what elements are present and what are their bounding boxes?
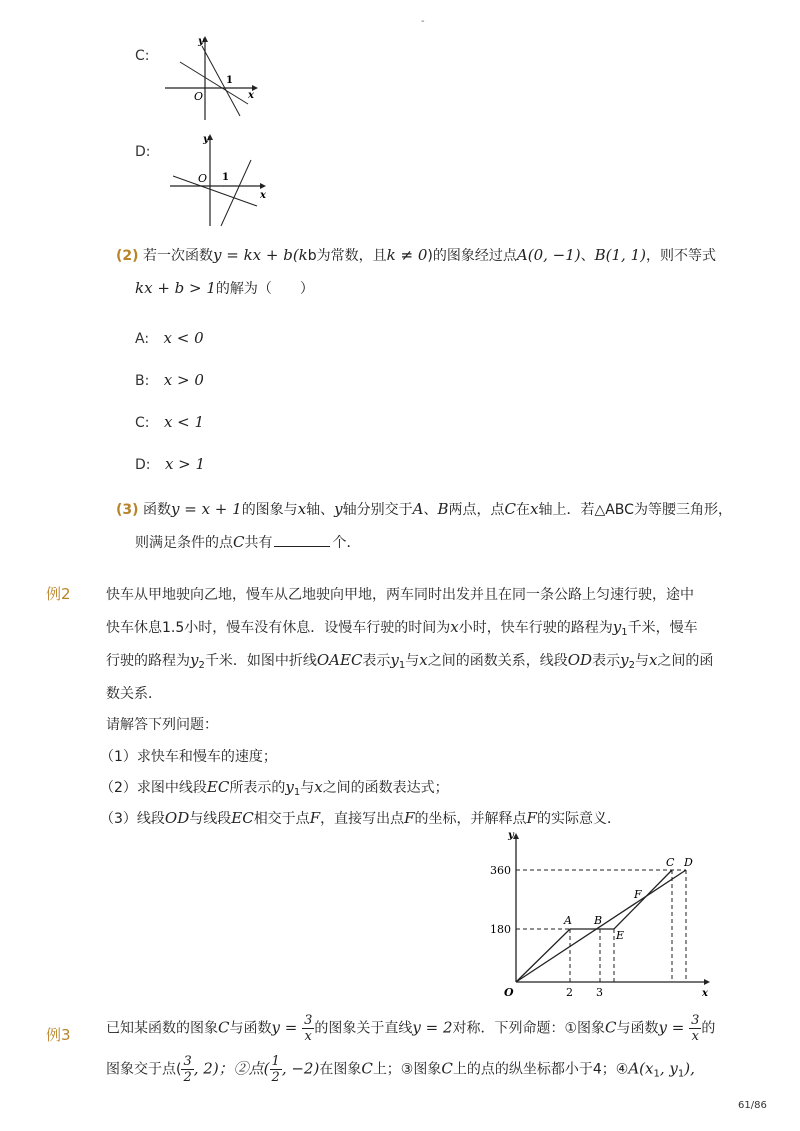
- ex2-s3-e: 的坐标，并解释点: [414, 811, 527, 827]
- q3-point-b: B: [437, 500, 449, 518]
- ex2-s3-d: ，直接写出点: [320, 811, 405, 827]
- ex2-p3-sub1: 1: [398, 660, 406, 671]
- ex3-l2-h: ),: [684, 1059, 695, 1078]
- q2-text-c: )的图象经过点: [427, 248, 517, 264]
- ex2-subq-2: [100, 777, 449, 798]
- ex2-s2-c: 与: [300, 780, 315, 796]
- ex2-line-3: [106, 650, 713, 671]
- ex3-l1-text-c: 的图象关于直线: [314, 1020, 413, 1037]
- ex3-l2-f: 上的点的纵坐标都小于4；④: [452, 1061, 629, 1078]
- ex3-frac-2-num: 3: [691, 1013, 700, 1028]
- ex2-s2-b: 所表示的: [229, 780, 286, 796]
- page-number: 61/86: [738, 1100, 767, 1111]
- ex2-s3-g: 的实际意义．: [536, 811, 621, 827]
- ex3-l1-text-e: 与函数: [616, 1020, 659, 1037]
- ex3-l1-b: 与函数: [229, 1020, 272, 1037]
- ex2-p3-x2: x: [648, 651, 658, 669]
- q2-choice-d[interactable]: [135, 455, 205, 473]
- q2-point-a: A(0, −1): [516, 246, 581, 264]
- ex3-frac-1-den: x: [304, 1029, 312, 1044]
- option-d-one-label: 1: [222, 172, 229, 183]
- ex3-l1-y2: y =: [658, 1018, 690, 1037]
- ex3-l1-y: y =: [271, 1018, 303, 1037]
- ex2-p3-sub: 2: [198, 660, 205, 671]
- example-3-label: 例3: [46, 1026, 71, 1044]
- ex2-distance-time-graph: [488, 826, 718, 1002]
- q2-point-b: B(1, 1): [594, 246, 646, 264]
- ex2-p3-h: 之间的函: [657, 653, 714, 669]
- q2-choice-d-label: D:: [135, 457, 151, 473]
- graph-point-e: E: [616, 929, 625, 942]
- q3-x2: x: [530, 500, 539, 518]
- q3-text-f: 两点，点: [448, 502, 505, 518]
- q3-text-d: 轴分别交于: [342, 502, 413, 518]
- q3-text-g: 在: [516, 502, 530, 518]
- graph-point-d: D: [684, 856, 693, 869]
- ex2-prompt-text: 请解答下列问题：: [106, 717, 218, 733]
- ex2-s2-d: 之间的函数表达式；: [322, 780, 449, 796]
- q3-text-k: 个．: [332, 535, 361, 551]
- ex2-s3-ec: EC: [231, 809, 254, 827]
- ex2-p2-x: x: [450, 618, 459, 636]
- ex2-s2-y: y: [285, 778, 294, 796]
- question-2-line-1: [116, 245, 716, 265]
- graph-tick-180: 180: [490, 923, 511, 936]
- ex2-p3-c: 表示: [362, 653, 391, 669]
- option-c-one-label: 1: [226, 75, 233, 86]
- graph-y-axis-label: y: [508, 830, 514, 841]
- ex2-p3-b: 千米．如图中折线: [204, 653, 317, 669]
- ex3-l1-text-d: 对称．下列命题：①图象: [452, 1020, 606, 1037]
- graph-origin-label: O: [504, 986, 514, 999]
- graph-point-b: B: [594, 914, 603, 927]
- ex2-s3-b: 与线段: [189, 811, 232, 827]
- q2-text-e: 的解为（ ）: [215, 281, 314, 297]
- q3-function-expr: y = x + 1: [171, 500, 242, 518]
- q3-text-e: 、: [423, 502, 438, 518]
- q3-answer-blank[interactable]: [274, 534, 330, 547]
- ex2-p3-od: OD: [567, 651, 593, 669]
- top-mark: -: [421, 16, 425, 27]
- ex2-p3-y1: y: [390, 651, 399, 669]
- ex2-s3-f3: F: [526, 809, 537, 827]
- q3-y: y: [334, 500, 343, 518]
- graph-point-a: A: [564, 914, 572, 927]
- ex3-l1-c2: C: [605, 1018, 617, 1037]
- ex3-frac-3-den: 2: [183, 1070, 192, 1085]
- ex2-prompt: [106, 714, 218, 734]
- ex2-p3-d: 与: [405, 653, 420, 669]
- ex3-l2-sub1: 1: [653, 1068, 660, 1080]
- ex3-l1-c: C: [218, 1018, 230, 1037]
- ex2-p2-c: 千米，慢车: [627, 620, 698, 636]
- ex3-l2-pt: A(x: [628, 1059, 654, 1078]
- ex2-subq-1: [100, 746, 277, 766]
- option-c-x-label: x: [248, 90, 254, 101]
- graph-tick-2: 2: [566, 986, 573, 999]
- graph-tick-360: 360: [490, 864, 511, 877]
- example-2-label: 例2: [46, 585, 71, 603]
- option-d-y-label: y: [203, 134, 209, 145]
- graph-point-f: F: [634, 888, 642, 901]
- ex2-p2-sub: 1: [621, 627, 628, 638]
- question-3-number: (3): [116, 502, 139, 518]
- ex2-p3-y2: y: [620, 651, 629, 669]
- ex3-frac-4: [270, 1054, 282, 1085]
- q2-choice-c-label: C:: [135, 415, 150, 431]
- ex3-l2-c: , −2): [281, 1059, 320, 1078]
- q3-point-c: C: [504, 500, 516, 518]
- q3-x: x: [297, 500, 307, 518]
- question-3-line-1: [116, 499, 732, 519]
- q2-function-expr: y = kx + b(k: [213, 246, 308, 264]
- q2-choice-a[interactable]: [135, 329, 204, 347]
- q2-choice-c[interactable]: [135, 413, 204, 431]
- ex3-frac-1-num: 3: [304, 1013, 313, 1028]
- q2-choice-a-expr: x < 0: [163, 329, 204, 347]
- ex2-line-4: [106, 683, 162, 703]
- ex2-s2-ec: EC: [206, 778, 230, 796]
- graph-point-c: C: [666, 856, 675, 869]
- ex3-l2-cc: C: [361, 1059, 373, 1078]
- option-c-graph: [160, 32, 260, 122]
- ex3-l2-e: 上；③图象: [372, 1061, 442, 1078]
- ex3-frac-3-num: 3: [183, 1054, 192, 1069]
- q2-sep: 、: [580, 248, 595, 264]
- ex2-s3-c: 相交于点: [253, 811, 310, 827]
- ex2-p2-a: 快车休息1.5小时，慢车没有休息．设慢车行驶的时间为: [106, 620, 451, 636]
- ex3-l1-text-f: 的: [701, 1020, 716, 1037]
- q3-text-a: 函数: [143, 502, 171, 518]
- ex2-p3-f: 表示: [592, 653, 621, 669]
- ex2-s2-x: x: [314, 778, 323, 796]
- q3-point-a: A: [412, 500, 424, 518]
- ex3-frac-2-den: x: [691, 1029, 699, 1044]
- ex2-s1: （1）求快车和慢车的速度；: [100, 749, 277, 765]
- q3-point-c2: C: [233, 533, 245, 551]
- ex3-l2-b: , 2)；②点(: [193, 1059, 270, 1078]
- ex2-s2-a: （2）求图中线段: [100, 780, 207, 796]
- ex2-s3-od: OD: [164, 809, 190, 827]
- graph-tick-3: 3: [596, 986, 603, 999]
- ex2-p3-g: 与: [634, 653, 649, 669]
- q2-inequality: kx + b > 1: [135, 279, 216, 297]
- ex2-s3-f2: F: [404, 809, 415, 827]
- ex3-l1-line: y = 2: [412, 1018, 453, 1037]
- ex2-p3-a: 行驶的路程为: [106, 653, 190, 669]
- option-d-x-label: x: [260, 190, 266, 201]
- q2-text-b: b为常数，且: [307, 248, 387, 264]
- ex2-p2-b: 小时，快车行驶的路程为: [458, 620, 613, 636]
- q2-choice-d-expr: x > 1: [164, 455, 206, 473]
- ex2-line-2: [106, 617, 698, 638]
- ex3-l2-d: 在图象: [319, 1061, 362, 1078]
- option-c-origin-label: O: [194, 90, 204, 103]
- q3-text-i: 则满足条件的点: [135, 535, 233, 551]
- ex2-s2-sub: 1: [293, 787, 301, 798]
- ex3-frac-3: [181, 1054, 193, 1085]
- q2-choice-c-expr: x < 1: [163, 413, 205, 431]
- q3-text-j: 共有: [244, 535, 273, 551]
- q2-choice-b-expr: x > 0: [163, 371, 204, 389]
- q2-choice-a-label: A:: [135, 331, 150, 347]
- option-c-label: C:: [135, 48, 150, 64]
- question-2-line-2: [135, 278, 314, 298]
- ex2-subq-3: [100, 808, 621, 828]
- ex2-p3-y: y: [190, 651, 199, 669]
- question-3-line-2: [135, 532, 360, 552]
- option-d-graph: [165, 128, 275, 228]
- question-2-number: (2): [116, 248, 139, 264]
- ex3-l2-cc2: C: [441, 1059, 453, 1078]
- ex2-s3-f: F: [309, 809, 321, 827]
- option-d-origin-label: O: [198, 172, 208, 185]
- ex3-l2-sub2: 1: [677, 1068, 685, 1080]
- q2-text-d: ，则不等式: [645, 248, 716, 264]
- ex2-p3-sub2: 2: [628, 660, 635, 671]
- option-c-y-label: y: [198, 36, 204, 47]
- q2-text-a: 若一次函数: [143, 248, 213, 264]
- ex2-p1: 快车从甲地驶向乙地，慢车从乙地驶向甲地，两车同时出发并且在同一条公路上匀速行驶，途中: [106, 587, 694, 603]
- q2-choice-b-label: B:: [135, 373, 150, 389]
- ex2-p3-x: x: [419, 651, 428, 669]
- q3-text-c: 轴、: [306, 502, 335, 518]
- ex2-p3-e: 之间的函数关系，线段: [427, 653, 568, 669]
- ex2-line-1: [106, 584, 694, 604]
- q3-text-h: 轴上．若△ABC为等腰三角形，: [538, 502, 732, 518]
- q3-text-b: 的图象与: [241, 502, 298, 518]
- ex2-p2-y: y: [612, 618, 622, 636]
- ex2-s3-a: （3）线段: [100, 811, 165, 827]
- option-d-label: D:: [135, 144, 151, 160]
- q2-choice-b[interactable]: [135, 371, 204, 389]
- ex3-line-2: [106, 1054, 695, 1085]
- ex3-line-1: [106, 1013, 715, 1044]
- q2-condition: k ≠ 0: [386, 246, 428, 264]
- graph-x-axis-label: x: [702, 988, 708, 999]
- ex3-frac-2: [689, 1013, 701, 1044]
- ex3-l2-g: , y: [659, 1059, 678, 1078]
- ex2-p3-path: OAEC: [316, 651, 363, 669]
- ex3-frac-4-den: 2: [271, 1070, 280, 1085]
- ex2-p4: 数关系．: [106, 686, 162, 702]
- ex3-l2-a: 图象交于点(: [106, 1061, 182, 1078]
- ex3-frac-1: [302, 1013, 314, 1044]
- ex3-l1-a: 已知某函数的图象: [106, 1020, 218, 1037]
- ex3-frac-4-num: 1: [271, 1054, 280, 1069]
